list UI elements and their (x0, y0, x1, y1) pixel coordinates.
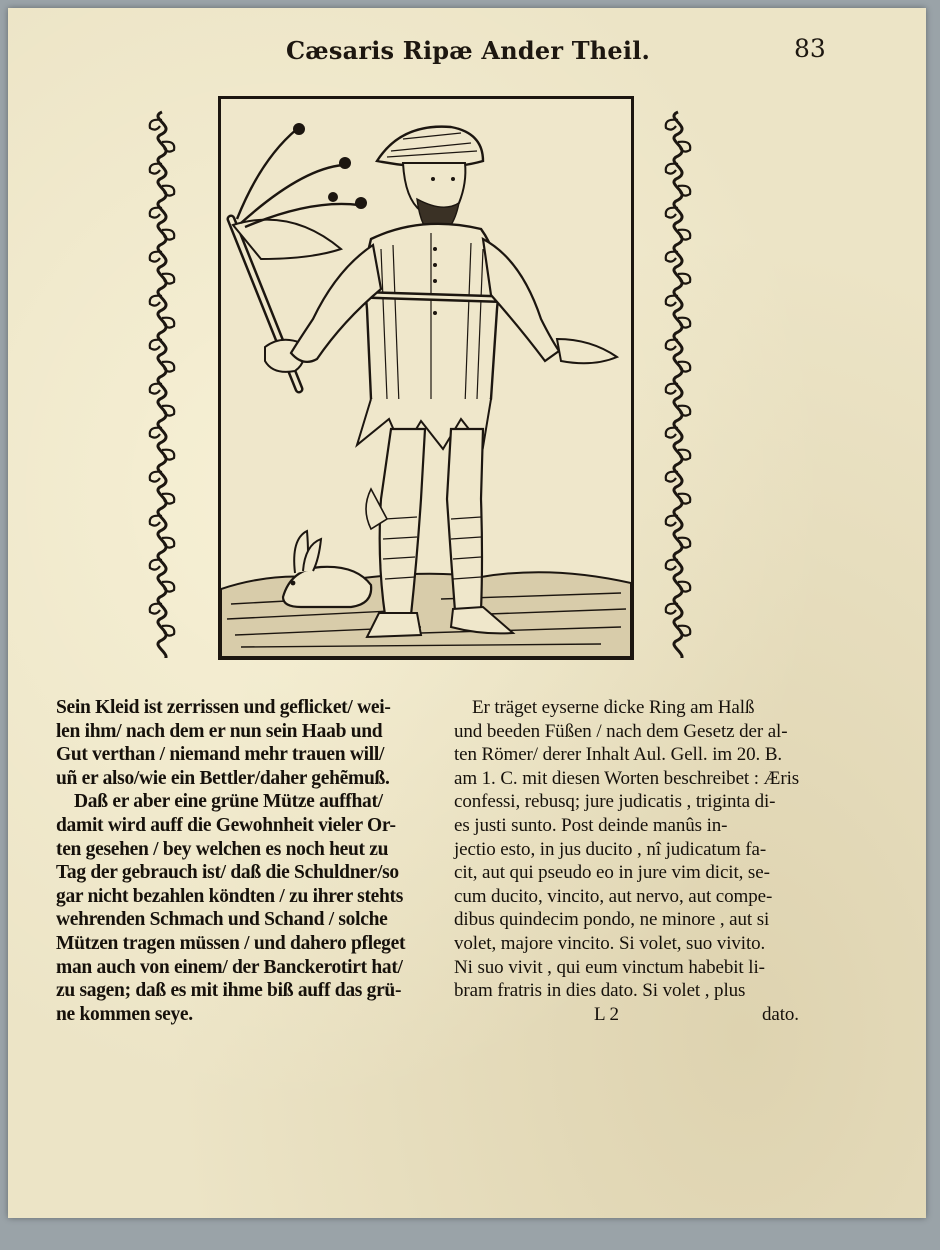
ornament-border-left (144, 108, 180, 658)
text-line: confessi, rebusq; jure judicatis , triginta di- (454, 791, 776, 813)
left-text-column (56, 696, 418, 1026)
text-line: volet, majore vincito. Si volet, suo vivito. (454, 932, 766, 954)
paragraph (454, 696, 816, 1003)
text-line: Sein Kleid ist zerrissen und geflicket/ wei- (56, 697, 391, 718)
text-line: Er träget eyserne dicke Ring am Halß (472, 697, 755, 718)
paragraph (56, 790, 418, 1026)
text-line: und beeden Füßen / nach dem Gesetz der al- (454, 720, 788, 742)
text-line: jectio esto, in jus ducito , nî judicatum fa- (454, 838, 767, 860)
beggar-figure-woodcut (221, 99, 631, 657)
text-line: Daß er aber eine grüne Mütze auffhat/ (74, 791, 383, 813)
book-page (8, 8, 926, 1218)
right-text-column (454, 696, 816, 1027)
running-title: Cæsaris Ripæ Ander Theil. (286, 36, 651, 65)
text-line: ten Römer/ derer Inhalt Aul. Gell. im 20. B. (454, 744, 783, 766)
text-line: ten gesehen / bey welchen es noch heut zu (56, 838, 389, 860)
page-number: 83 (794, 34, 826, 63)
text-line: Tag der gebrauch ist/ daß die Schuldner/so (56, 862, 399, 884)
text-line: bram fratris in dies dato. Si volet , plus (454, 980, 746, 1002)
text-line: gar nicht bezahlen köndten / zu ihrer stehts (56, 885, 404, 907)
text-line: cit, aut qui pseudo eo in jure vim dicit, se- (454, 862, 770, 884)
text-line: Mützen tragen müssen / und dahero pfleget (56, 932, 406, 954)
text-line: Gut verthan / niemand mehr trauen will/ (56, 744, 385, 766)
paragraph (56, 696, 418, 790)
text-line: damit wird auff die Gewohnheit vieler Or- (56, 814, 396, 836)
text-line: len ihm/ nach dem er nun sein Haab und (56, 720, 383, 742)
text-line: wehrenden Schmach und Schand / solche (56, 909, 388, 931)
text-line: Ni suo vivit , qui eum vinctum habebit li- (454, 956, 765, 978)
signature-line (454, 1003, 816, 1027)
catchword: dato. (762, 1003, 799, 1025)
text-line: es justi sunto. Post deinde manûs in- (454, 814, 728, 836)
text-line: dibus quindecim pondo, ne minore , aut si (454, 909, 770, 931)
text-line: cum ducito, vincito, aut nervo, aut compe- (454, 885, 773, 907)
text-line: zu sagen; daß es mit ihme biß auff das grü- (56, 980, 402, 1002)
ornament-border-right (660, 108, 696, 658)
text-line: uñ er also/wie ein Bettler/daher gehẽmuß. (56, 767, 390, 789)
signature-mark: L 2 (594, 1003, 619, 1025)
woodcut-illustration (218, 96, 634, 660)
text-line: am 1. C. mit diesen Worten beschreibet : Æris (454, 767, 800, 789)
text-line: man auch von einem/ der Banckerotirt hat/ (56, 956, 403, 978)
text-line: ne kommen seye. (56, 1003, 193, 1025)
